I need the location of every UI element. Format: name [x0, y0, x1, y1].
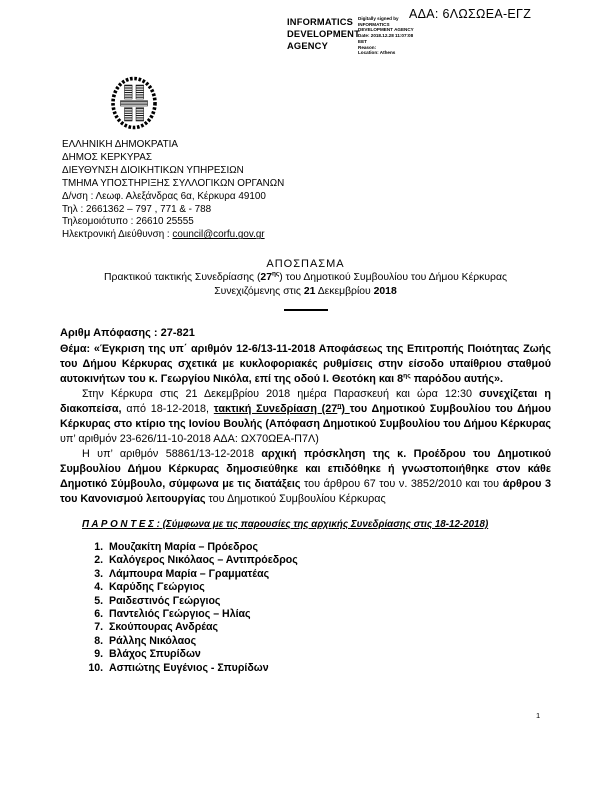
- attendee-item: 2. Καλόγερος Νικόλαος – Αντιπρόεδρος: [106, 554, 551, 567]
- text-segment: Πρακτικού τακτικής Συνεδρίασης (: [104, 272, 261, 283]
- list-item: Τηλ : 2661362 – 797 , 771 & - 788: [62, 203, 212, 215]
- text-segment: άρθρου 3 του Κανονισμού λειτουργίας: [60, 478, 552, 505]
- title-divider: [284, 309, 328, 311]
- list-item: DEVELOPMENT AGENCY: [358, 27, 414, 33]
- list-item: Reason:: [358, 44, 377, 50]
- list-item: ΤΜΗΜΑ ΥΠΟΣΤΗΡΙΞΗΣ ΣΥΛΛΟΓΙΚΩΝ ΟΡΓΑΝΩΝ: [62, 177, 285, 189]
- list-item: INFORMATICS: [358, 21, 390, 27]
- text-segment: η: [337, 402, 342, 410]
- email-link[interactable]: council@corfu.gov.gr: [172, 229, 265, 241]
- letterhead-email-line: [62, 229, 284, 242]
- text-segment: Συνεχιζόμενης στις: [214, 286, 304, 297]
- text-segment: Δεκεμβρίου: [315, 286, 374, 297]
- list-item: ΕΛΛΗΝΙΚΗ ΔΗΜΟΚΡΑΤΙΑ: [62, 139, 178, 150]
- attendee-item: 4. Καρύδης Γεώργιος: [106, 581, 551, 594]
- list-item: Location: Athens: [358, 50, 396, 56]
- body-paragraph-1: [60, 387, 551, 447]
- document-subtitle-line2: [60, 285, 551, 299]
- text-segment: παρόδου αυτής».: [410, 373, 504, 385]
- digital-signature-block: [287, 16, 414, 56]
- body-paragraph-2: [60, 447, 551, 507]
- attendee-item: 6. Παντελιός Γεώργιος – Ηλίας: [106, 608, 551, 621]
- text-segment: ) του Δημοτικού Συμβουλίου του Δήμου Κέρκυρας: [279, 272, 507, 283]
- text-segment: του άρθρου 67 του ν. 3852/2010 και του: [304, 478, 503, 490]
- text-segment: του Δημοτικού Συμβουλίου Κέρκυρας: [208, 493, 386, 505]
- list-item: ΔΗΜΟΣ ΚΕΡΚΥΡΑΣ: [62, 151, 152, 163]
- document-subtitle-line1: [60, 271, 551, 285]
- document-body: [60, 257, 551, 675]
- signature-agency-name: INFORMATICS DEVELOPMENT AGENCY: [287, 17, 360, 51]
- text-segment: υπ’ αριθμόν 23-626/11-10-2018 ΑΔΑ: ΩΧ70ΩΕΑ-Π7Λ): [60, 433, 319, 445]
- attendee-item: 3. Λάμπουρα Μαρία – Γραμματέας: [106, 568, 551, 581]
- list-item: Δ/νση : Λεωφ. Αλεξάνδρας 6α, Κέρκυρα 49100: [62, 190, 266, 202]
- attendees-heading: [82, 517, 551, 532]
- decision-number: Αριθμ Απόφασης : 27-821: [60, 327, 195, 339]
- attendees-list: [60, 541, 551, 675]
- text-segment: 21: [303, 286, 316, 297]
- text-segment: τακτική Συνεδρίαση (27: [213, 403, 338, 415]
- attendee-item: 9. Βλάχος Σπυρίδων: [106, 648, 551, 661]
- ada-code: ΑΔΑ: 6ΛΩΣΩΕΑ-ΕΓΖ: [409, 7, 532, 21]
- attendee-item: 5. Ραιδεστινός Γεώργιος: [106, 595, 551, 608]
- attendee-item: 7. Σκούπουρας Ανδρέας: [106, 621, 551, 634]
- text-segment: ης: [271, 270, 280, 278]
- list-item: ΔΙΕΥΘΥΝΣΗ ΔΙΟΙΚΗΤΙΚΩΝ ΥΠΗΡΕΣΙΩΝ: [62, 164, 244, 176]
- text-segment: από 18-12-2018,: [126, 403, 214, 415]
- attendee-item: 8. Ράλλης Νικόλαος: [106, 635, 551, 648]
- attendee-item: 1. Μουζακίτη Μαρία – Πρόεδρος: [106, 541, 551, 554]
- text-segment: Π Α Ρ Ο Ν Τ Ε Σ :: [82, 519, 160, 530]
- text-segment: του Δημοτικού Συμβουλίου του Δήμου Κέρκυρας στο κτίριο της Ιονίου Βουλής (Απόφαση Δημοτικού Συμβουλίου του Δήμου Κέρκυρας: [60, 403, 552, 430]
- text-segment: ης: [403, 372, 411, 380]
- text-segment: Στην Κέρκυρα στις 21 Δεκεμβρίου 2018 ημέρα Παρασκευή και ώρα 12:30: [82, 388, 480, 400]
- text-segment: Θέμα: «Έγκριση της υπ΄ αριθμόν 12-6/13-11-2018 Αποφάσεως της Επιτροπής Ποιότητας Ζωής του Δήμου Κέρκυρας σχετικά με κυκλοφοριακές ρυθμίσεις στην είσοδο υπαίθριου σταθμού αυτοκινήτων του κ. Γεωργίου Νικόλα, επί της οδού Ι. Θεοτόκη και 8: [60, 343, 551, 385]
- text-segment: αρχική πρόσκληση της κ. Προέδρου του Δημοτικού Συμβουλίου Δήμου Κέρκυρας δημοσιεύθηκε και επιδόθηκε ή γνωστοποιήθηκε στον κάθε Δημοτικό Σύμβουλο, σύμφωνα με τις διατάξεις: [60, 448, 552, 490]
- signature-details: [358, 16, 414, 56]
- list-item: Date: 2018.12.28 11:07:08: [358, 33, 414, 39]
- text-segment: 27: [260, 272, 272, 283]
- document-title: ΑΠΟΣΠΑΣΜΑ: [266, 258, 345, 270]
- text-segment: 2018: [373, 286, 397, 297]
- attendee-item: 10. Ασπιώτης Ευγένιος - Σπυρίδων: [106, 662, 551, 675]
- greek-state-emblem-icon: [110, 76, 158, 130]
- letterhead: [62, 139, 284, 242]
- email-label: Ηλεκτρονική Διεύθυνση :: [62, 229, 173, 241]
- letterhead-lines: [62, 139, 284, 229]
- subject-paragraph: [60, 342, 551, 387]
- text-segment: (Σύμφωνα με τις παρουσίες της αρχικής Συνεδρίασης στις 18-12-2018): [159, 519, 489, 530]
- list-item: EET: [358, 38, 367, 44]
- list-item: Τηλεομοιότυπο : 26610 25555: [62, 216, 194, 228]
- list-item: Digitally signed by: [358, 16, 399, 21]
- text-segment: Η υπ’ αριθμόν 58861/13-12-2018: [82, 448, 262, 460]
- page-number: 1: [536, 711, 541, 720]
- text-segment: ): [341, 403, 350, 415]
- text-segment: συνεχίζεται η διακοπείσα,: [60, 388, 551, 415]
